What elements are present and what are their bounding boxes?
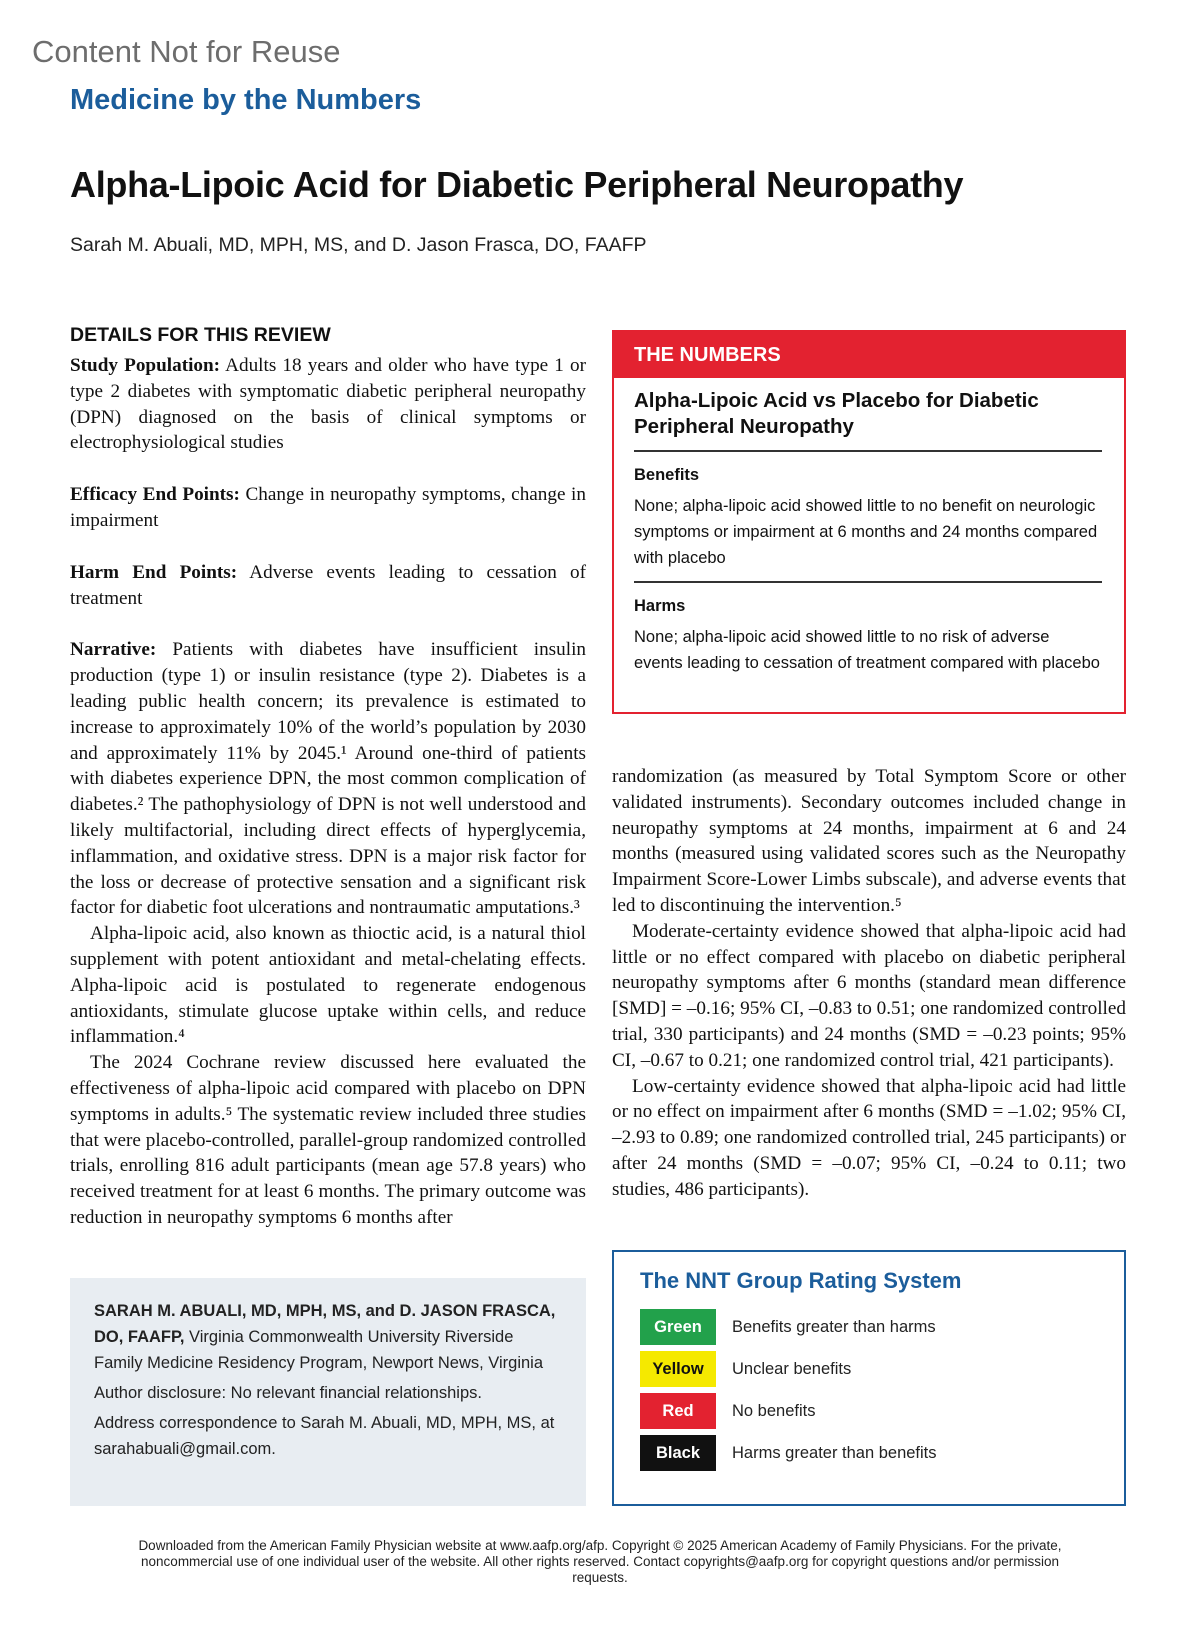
nnt-swatch-yellow: Yellow [640,1351,716,1387]
right-column [612,764,1126,1203]
harms-label: Harms [634,597,686,615]
study-population [70,353,586,456]
author-affiliation [94,1298,562,1376]
low-certainty-paragraph: Low-certainty evidence showed that alpha-lipoic acid had little or no effect on impairment after 6 months (SMD = –1.02; 95% CI, –2.93 to 0.89; one randomized controlled trial, 245 participants) or after 24 months (SMD = –0.07; 95% CI, –0.24 to 0.11; two studies, 486 participants). [612,1075,1126,1200]
nnt-desc-red: No benefits [732,1401,816,1420]
moderate-certainty-paragraph: Moderate-certainty evidence showed that alpha-lipoic acid had little or no effect compared with placebo on diabetic peripheral neuropathy symptoms after 6 months (standard mean difference [SMD] = –0.16; 95% CI, –0.83 to 0.51; one randomized controlled trial, 330 participants) and 24 months (SMD = –0.23 points; 95% CI, –0.67 to 0.21; one randomized control trial, 421 participants). [612,920,1126,1071]
nnt-desc-yellow: Unclear benefits [732,1359,852,1378]
watermark: Content Not for Reuse [32,34,341,69]
nnt-swatch-red: Red [640,1393,716,1429]
narrative [70,637,586,921]
efficacy-end-points [70,482,586,534]
numbers-header: THE NUMBERS [614,332,1124,378]
author-affiliation-text: Virginia Commonwealth University Riverside Family Medicine Residency Program, Newport News, Virginia [94,1328,544,1372]
study-population-label: Study Population: [70,355,221,376]
nnt-row-red [640,1392,1098,1430]
article-title: Alpha-Lipoic Acid for Diabetic Peripheral Neuropathy [70,164,964,205]
nnt-row-green [640,1308,1098,1346]
left-column [70,324,586,1231]
nnt-desc-black: Harms greater than benefits [732,1443,937,1462]
numbers-box [612,330,1126,714]
study-population-text: Adults 18 years and older who have type 1 or type 2 diabetes with symptomatic diabetic peripheral neuropathy (DPN) diagnosed on the basis of clinical symptoms or electrophysiological studies [70,355,587,454]
nnt-swatch-black: Black [640,1435,716,1471]
author-info-box [70,1278,586,1506]
details-heading: DETAILS FOR THIS REVIEW [70,324,331,346]
nnt-rating-box [612,1250,1126,1506]
narrative-label: Narrative: [70,639,157,661]
nnt-title: The NNT Group Rating System [640,1268,962,1293]
nnt-desc-green: Benefits greater than harms [732,1317,936,1336]
nnt-swatch-green: Green [640,1309,716,1345]
efficacy-text: Change in neuropathy symptoms, change in impairment [70,484,586,531]
benefits-label: Benefits [634,466,700,484]
numbers-title: Alpha-Lipoic Acid vs Placebo for Diabetic Peripheral Neuropathy [634,388,1102,452]
copyright-footer: Downloaded from the American Family Physician website at www.aafp.org/afp. Copyright © 2025 American Academy of Family Physicians. For the private, noncommercial use of one individual user of the website. All other rights reserved. Contact copyrights@aafp.org for copyright questions and/or permission requests. [138,1538,1062,1585]
author-disclosure: Author disclosure: No relevant financial relationships. [94,1384,482,1402]
harm-end-points [70,560,586,612]
nnt-row-black [640,1434,1098,1472]
section-title: Medicine by the Numbers [70,84,422,116]
harm-label: Harm End Points: [70,561,238,583]
cochrane-paragraph: The 2024 Cochrane review discussed here evaluated the effectiveness of alpha-lipoic acid compared with placebo on DPN symptoms in adults.⁵ The systematic review included three studies that were placebo-controlled, parallel-group randomized controlled trials, enrolling 816 adult participants (mean age 57.8 years) who received treatment for at least 6 months. The primary outcome was reduction in neuropathy symptoms 6 months after [70,1052,586,1228]
article-authors: Sarah M. Abuali, MD, MPH, MS, and D. Jason Frasca, DO, FAAFP [70,234,647,256]
author-correspondence: Address correspondence to Sarah M. Abuali, MD, MPH, MS, at sarahabuali@gmail.com. [94,1414,555,1458]
efficacy-label: Efficacy End Points: [70,484,240,506]
author-names: SARAH M. ABUALI, MD, MPH, MS, and D. JASON FRASCA, DO, FAAFP, [94,1302,556,1346]
harms-text: None; alpha-lipoic acid showed little to no risk of adverse events leading to cessation of treatment compared with placebo [634,628,1100,672]
benefits-text: None; alpha-lipoic acid showed little to no benefit on neurologic symptoms or impairment at 6 months and 24 months compared with placebo [634,493,1102,583]
harm-text: Adverse events leading to cessation of treatment [70,561,586,609]
continued-paragraph: randomization (as measured by Total Symptom Score or other validated instruments). Secondary outcomes included change in neuropathy symptoms at 24 months, impairment at 6 and 24 months (measured using validated scores such as the Neuropathy Impairment Score-Lower Limbs subscale), and adverse events that led to discontinuing the intervention.⁵ [612,766,1126,916]
alpha-lipoic-paragraph: Alpha-lipoic acid, also known as thioctic acid, is a natural thiol supplement with potent antioxidant and metal-chelating effects. Alpha-lipoic acid is postulated to regenerate endogenous antioxidants, stimulate glucose uptake within cells, and reduce inflammation.⁴ [70,923,586,1048]
nnt-row-yellow [640,1350,1098,1388]
narrative-text: Patients with diabetes have insufficient insulin production (type 1) or insulin resistance (type 2). Diabetes is a leading public health concern; its prevalence is estimated to increase to approximately 10% of the world’s population by 2030 and approximately 11% by 2045.¹ Around one-third of patients with diabetes experience DPN, the most common complication of diabetes.² The pathophysiology of DPN is not well understood and likely multifactorial, including direct effects of hyperglycemia, inflammation, and oxidative stress. DPN is a major risk factor for the loss or decrease of protective sensation and a significant risk factor for diabetic foot ulcerations and nontraumatic amputations.³ [70,639,586,919]
